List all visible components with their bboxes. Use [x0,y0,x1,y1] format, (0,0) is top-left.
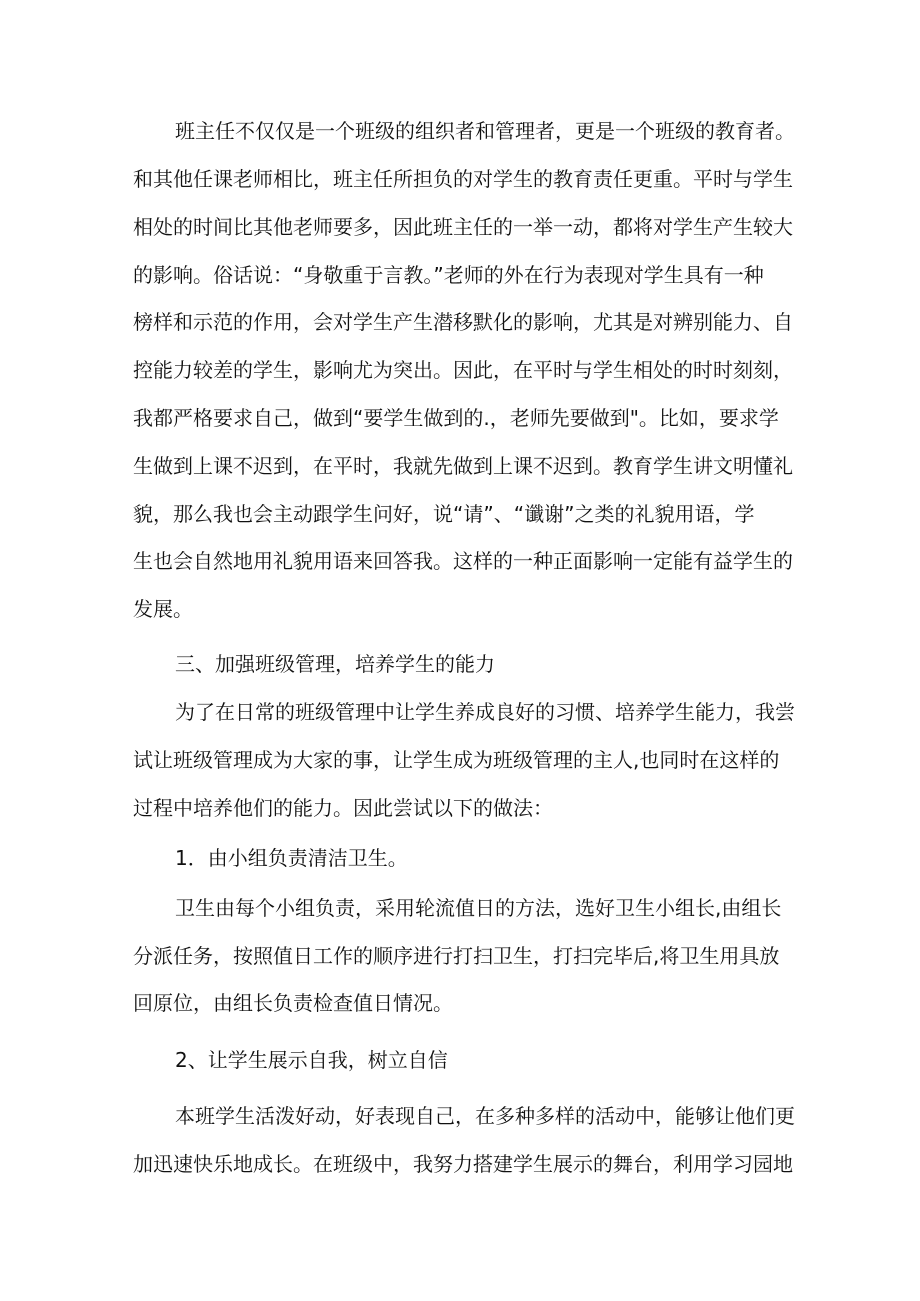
paragraph-line: 卫生由每个小组负责，采用轮流值日的方法，选好卫生小组长,由组长 [175,896,782,920]
paragraph-line: 和其他任课老师相比，班主任所担负的对学生的教育责任更重。平时与学生 [133,167,793,191]
paragraph-line: 的影响。俗话说：“身敬重于言教。”老师的外在行为表现对学生具有一种 [133,263,764,287]
subsection-heading: 2、让学生展示自我，树立自信 [175,1048,448,1072]
paragraph-line: 本班学生活泼好动，好表现自己，在多种多样的活动中，能够让他们更 [175,1104,795,1128]
subsection-heading: 1．由小组负责清洁卫生。 [175,846,408,870]
paragraph-line: 发展。 [133,597,193,621]
paragraph-line: 我都严格要求自己，做到“要学生做到的.，老师先要做到"。比如，要求学 [133,406,779,430]
paragraph-line: 过程中培养他们的能力。因此尝试以下的做法： [133,796,553,820]
paragraph-line: 分派任务，按照值日工作的顺序进行打扫卫生，打扫完毕后,将卫生用具放 [133,944,780,968]
paragraph-line: 班主任不仅仅是一个班级的组织者和管理者，更是一个班级的教育者。 [175,119,795,143]
paragraph-line: 为了在日常的班级管理中让学生养成良好的习惯、培养学生能力，我尝 [175,700,795,724]
paragraph-line: 试让班级管理成为大家的事，让学生成为班级管理的主人,也同时在这样的 [133,748,780,772]
paragraph-line: 生也会自然地用礼貌用语来回答我。这样的一种正面影响一定能有益学生的 [133,549,793,573]
paragraph-line: 榜样和示范的作用，会对学生产生潜移默化的影响，尤其是对辨别能力、自 [133,310,793,334]
paragraph-line: 回原位，由组长负责检查值日情况。 [133,991,453,1015]
section-heading: 三、加强班级管理，培养学生的能力 [175,652,495,676]
paragraph-line: 相处的时间比其他老师要多，因此班主任的一举一动，都将对学生产生较大 [133,215,793,239]
paragraph-line: 加迅速快乐地成长。在班级中，我努力搭建学生展示的舞台，利用学习园地 [133,1152,793,1176]
paragraph-line: 生做到上课不迟到，在平时，我就先做到上课不迟到。教育学生讲文明懂礼 [133,454,793,478]
paragraph-line: 控能力较差的学生，影响尤为突出。因此，在平时与学生相处的时时刻刻， [133,358,793,382]
paragraph-line: 貌，那么我也会主动跟学生问好，说“请”、“谶谢”之类的礼貌用语，学 [133,502,755,526]
